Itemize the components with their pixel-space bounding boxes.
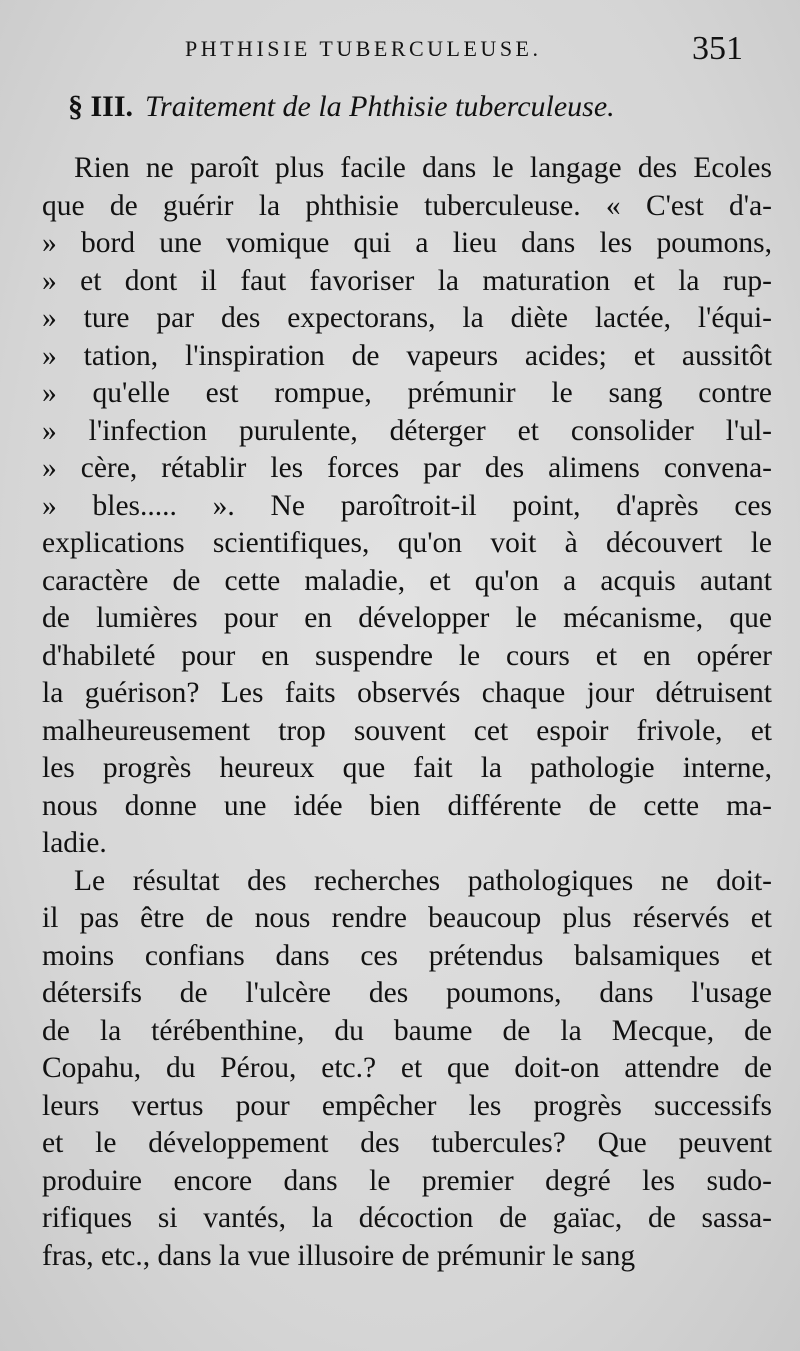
paragraph <box>42 863 772 1276</box>
text-line: de lumières pour en développer le mécanisme, que <box>42 602 772 634</box>
text-line: » tation, l'inspiration de vapeurs acides; et aussitôt <box>42 339 772 372</box>
text-line: Le résultat des recherches pathologiques ne doit- <box>74 864 772 897</box>
text-line: de la térébenthine, du baume de la Mecque, de <box>42 1014 772 1047</box>
text-line: rifiques si vantés, la décoction de gaïac, de sassa- <box>42 1202 772 1234</box>
page-number: 351 <box>692 30 743 67</box>
section-number: § III. <box>68 90 134 123</box>
text-line: détersifs de l'ulcère des poumons, dans l'usage <box>42 977 772 1009</box>
text-line: » et dont il faut favoriser la maturation et la rup- <box>42 264 772 297</box>
text-line: caractère de cette maladie, et qu'on a acquis autant <box>42 564 772 597</box>
text-line: » bles..... ». Ne paroîtroit-il point, d'après ces <box>42 489 772 522</box>
text-line: d'habileté pour en suspendre le cours et en opérer <box>42 639 772 672</box>
text-line: Copahu, du Pérou, etc.? et que doit-on attendre de <box>42 1052 772 1084</box>
text-line: il pas être de nous rendre beaucoup plus réservés et <box>42 902 772 934</box>
text-line: explications scientifiques, qu'on voit à découvert le <box>42 527 772 559</box>
running-title: PHTHISIE TUBERCULEUSE. <box>185 36 542 61</box>
section-title: Traitement de la Phthisie tuberculeuse. <box>145 90 615 123</box>
section-heading <box>68 90 768 124</box>
text-line: nous donne une idée bien différente de cette ma- <box>42 789 772 822</box>
text-line: produire encore dans le premier degré les sudo- <box>42 1164 772 1197</box>
text-line: leurs vertus pour empêcher les progrès successifs <box>42 1089 772 1122</box>
text-line: » ture par des expectorans, la diète lactée, l'équi- <box>42 302 772 334</box>
text-line: les progrès heureux que fait la pathologie interne, <box>42 752 772 784</box>
running-head <box>0 28 800 78</box>
text-line: » qu'elle est rompue, prémunir le sang contre <box>42 377 772 409</box>
text-line: la guérison? Les faits observés chaque jour détruisent <box>42 677 772 709</box>
text-line: moins confians dans ces prétendus balsamiques et <box>42 939 772 972</box>
text-line: Rien ne paroît plus facile dans le langage des Ecoles <box>74 152 772 184</box>
text-line: et le développement des tubercules? Que peuvent <box>42 1127 772 1159</box>
text-line: » cère, rétablir les forces par des alimens convena- <box>42 452 772 484</box>
body-text <box>42 150 772 1275</box>
text-line: que de guérir la phthisie tuberculeuse. « C'est d'a- <box>42 189 772 222</box>
paragraph <box>42 150 772 863</box>
text-line: » l'infection purulente, déterger et consolider l'ul- <box>42 414 772 447</box>
text-line: malheureusement trop souvent cet espoir frivole, et <box>42 714 772 747</box>
text-line: » bord une vomique qui a lieu dans les poumons, <box>42 227 772 259</box>
text-line: fras, etc., dans la vue illusoire de prémunir le sang <box>42 1239 636 1272</box>
text-line: ladie. <box>42 827 107 859</box>
